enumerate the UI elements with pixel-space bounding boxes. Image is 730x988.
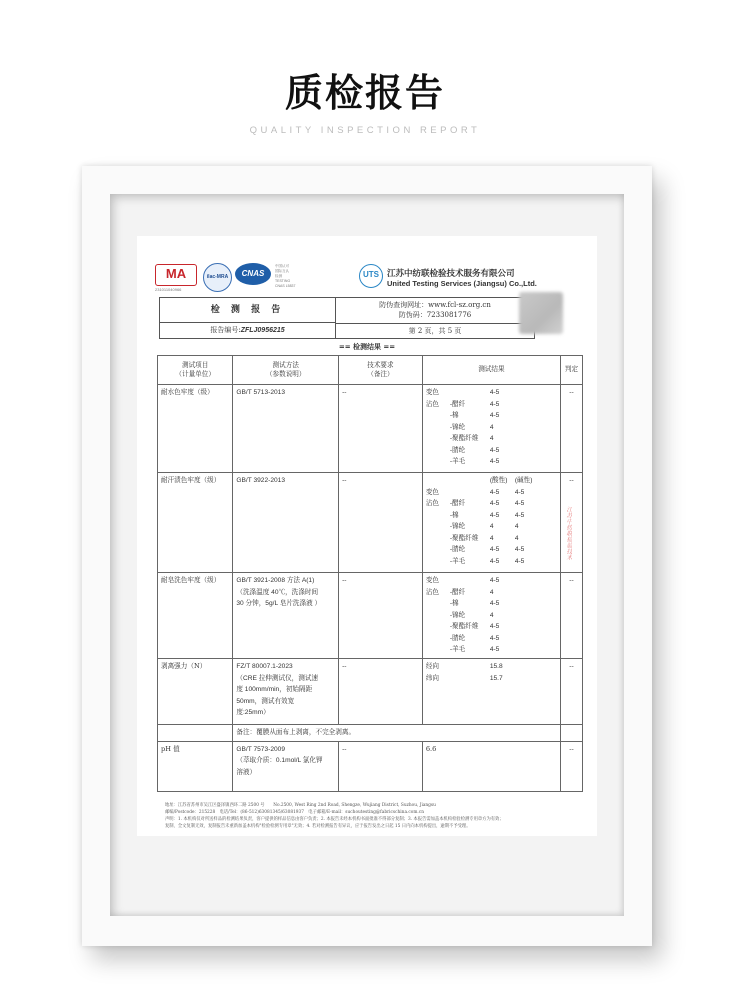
col-header-method: 测试方法 （参数说明） bbox=[233, 356, 339, 385]
result-line: 变色 4-5 4-5 bbox=[425, 487, 525, 496]
judgement: -- bbox=[560, 659, 582, 725]
seal-stamp: 江苏中纺联检验技术 bbox=[565, 506, 572, 560]
result-line: -腈纶 4-5 4-5 bbox=[449, 545, 525, 553]
table-row bbox=[158, 741, 583, 791]
table-header-row bbox=[158, 356, 583, 385]
test-result bbox=[422, 473, 560, 573]
result-line: 经向 15.8 bbox=[425, 662, 503, 670]
test-result bbox=[422, 659, 560, 725]
test-item: 耐汗渍色牢度（级） bbox=[158, 473, 233, 573]
result-line: -锦纶 4 4 bbox=[449, 522, 519, 530]
result-line: 沾色 -醋纤 4-5 4-5 bbox=[425, 499, 525, 507]
result-line: -棉 4-5 4-5 bbox=[449, 510, 525, 519]
col-header-item: 测试项目 （计量单位） bbox=[158, 356, 233, 385]
test-item: 耐皂洗色牢度（级） bbox=[158, 573, 233, 659]
judgement: -- bbox=[560, 741, 582, 791]
result-line: 6.6 bbox=[425, 744, 437, 753]
report-document bbox=[137, 236, 597, 836]
cnas-logo-caption: 中国认可 国际互认 检测 TESTING CNAS L5837 bbox=[275, 264, 296, 288]
page-indicator: 第 2 页，共 5 页 bbox=[336, 323, 534, 339]
table-note-row bbox=[158, 725, 583, 742]
results-table bbox=[157, 355, 583, 792]
footer-contact: 邮编/Postcode：215228 电话/Tel：(86-512)63081345/63081937 电子邮箱/E-mail：suchoutesting@fabricschina.com.cn bbox=[165, 810, 424, 815]
test-method: GB/T 7573-2009 （萃取介质：0.1mol/L 氯化钾 溶液） bbox=[233, 741, 339, 791]
table-row bbox=[158, 659, 583, 725]
test-method: GB/T 3921-2008 方法 A(1) （洗涤温度 40℃，洗涤时间 30 分钟，5g/L 皂片洗涤液 ） bbox=[233, 573, 339, 659]
result-line: 变色 4-5 bbox=[425, 388, 500, 396]
test-result bbox=[422, 741, 560, 791]
footer-address: 地址：江苏省苏州市吴江区盛泽镇西环二路 2500 号 No.2500, West Ring 2nd Road, Shengze, Wujiang District, Suzhou, Jiangsu bbox=[165, 803, 436, 808]
footer-statement-1: 声明：1. 本机构仅对所送样品的检测结果负责，客户提供的样品信息由客户负责；2. 本报告未经本机构书面批准不得部分复制；3. 本报告需加盖本机构检验检测专用章方为有效； bbox=[165, 817, 504, 822]
result-line: -腈纶 4-5 bbox=[449, 633, 500, 642]
technical-requirement: -- bbox=[339, 385, 423, 473]
test-method: FZ/T 80007.1-2023 （CRE 拉伸测试仪，测试速 度 100mm/min，初始隔距 50mm，测试有效宽 度:25mm） bbox=[233, 659, 339, 725]
page-subtitle: QUALITY INSPECTION REPORT bbox=[249, 125, 481, 136]
test-item: 耐水色牢度（级） bbox=[158, 385, 233, 473]
technical-requirement: -- bbox=[339, 741, 423, 791]
judgement: -- bbox=[560, 385, 582, 473]
peel-note: 备注：覆膜从面布上剥离，不完全剥离。 bbox=[233, 725, 561, 742]
result-line: -羊毛 4-5 bbox=[449, 645, 500, 653]
col-header-judgement: 判定 bbox=[560, 356, 582, 385]
cma-number: 231011040966 bbox=[155, 287, 182, 292]
report-header-box bbox=[159, 297, 535, 339]
cma-logo: MA bbox=[155, 264, 197, 286]
judgement: -- bbox=[560, 473, 582, 573]
technical-requirement: -- bbox=[339, 659, 423, 725]
col-header-result: 测试结果 bbox=[422, 356, 560, 385]
report-title: 检 测 报 告 bbox=[160, 298, 336, 323]
result-line: -腈纶 4-5 bbox=[449, 445, 500, 454]
table-row bbox=[158, 573, 583, 659]
test-result bbox=[422, 385, 560, 473]
table-row bbox=[158, 385, 583, 473]
result-line: 沾色 -醋纤 4-5 bbox=[425, 399, 500, 408]
result-line: -聚酯纤维 4 bbox=[449, 434, 494, 442]
judgement: -- bbox=[560, 573, 582, 659]
result-line: -棉 4-5 bbox=[449, 411, 500, 419]
col-header-requirement: 技术要求 （备注） bbox=[339, 356, 423, 385]
uts-logo: UTS bbox=[359, 264, 383, 288]
result-line: -锦纶 4 bbox=[449, 610, 494, 619]
test-result bbox=[422, 573, 560, 659]
result-line: 变色 4-5 bbox=[425, 576, 500, 584]
result-line: -聚酯纤维 4 4 bbox=[449, 533, 519, 542]
result-line: (酸性) (碱性) bbox=[489, 477, 533, 484]
result-line: -棉 4-5 bbox=[449, 599, 500, 607]
technical-requirement: -- bbox=[339, 573, 423, 659]
test-method: GB/T 5713-2013 bbox=[233, 385, 339, 473]
result-line: 纬向 15.7 bbox=[425, 673, 503, 682]
report-footer bbox=[165, 802, 575, 830]
result-line: -锦纶 4 bbox=[449, 422, 494, 431]
test-item: 剥离强力（N） bbox=[158, 659, 233, 725]
page-title: 质检报告 bbox=[284, 71, 445, 115]
result-line: -羊毛 4-5 4-5 bbox=[449, 556, 525, 565]
org-name-en: United Testing Services (Jiangsu) Co.,Ltd. bbox=[387, 279, 537, 288]
org-name-cn: 江苏中纺联检验技术服务有限公司 bbox=[387, 269, 515, 279]
ilac-mra-logo: ilac-MRA bbox=[203, 263, 232, 292]
footer-statement-2: 复制、全文复制无效，复制报告未重新加盖本机构"检验检测专用章"无效；4. 若对检测报告有异议，应于报告发出之日起 15 日内向本机构提出，逾期不予受理。 bbox=[165, 824, 471, 829]
blurred-qr-code bbox=[519, 292, 563, 334]
table-row bbox=[158, 473, 583, 573]
test-item: pH 值 bbox=[158, 741, 233, 791]
result-line: 沾色 -醋纤 4 bbox=[425, 587, 494, 596]
result-line: -羊毛 4-5 bbox=[449, 457, 500, 465]
picture-frame bbox=[82, 166, 652, 946]
section-title: == 检测结果 == bbox=[338, 342, 396, 351]
cnas-logo: CNAS bbox=[235, 263, 271, 285]
result-line: -聚酯纤维 4-5 bbox=[449, 622, 500, 630]
anti-fake-url: 防伪查询网址：www.fcl-sz.org.cn bbox=[379, 301, 491, 309]
test-method: GB/T 3922-2013 bbox=[233, 473, 339, 573]
anti-fake-info bbox=[336, 300, 534, 320]
anti-fake-code: 防伪码：7233081776 bbox=[398, 311, 472, 319]
report-number: 报告编号:ZFLJ0956215 bbox=[160, 323, 336, 338]
technical-requirement: -- bbox=[339, 473, 423, 573]
